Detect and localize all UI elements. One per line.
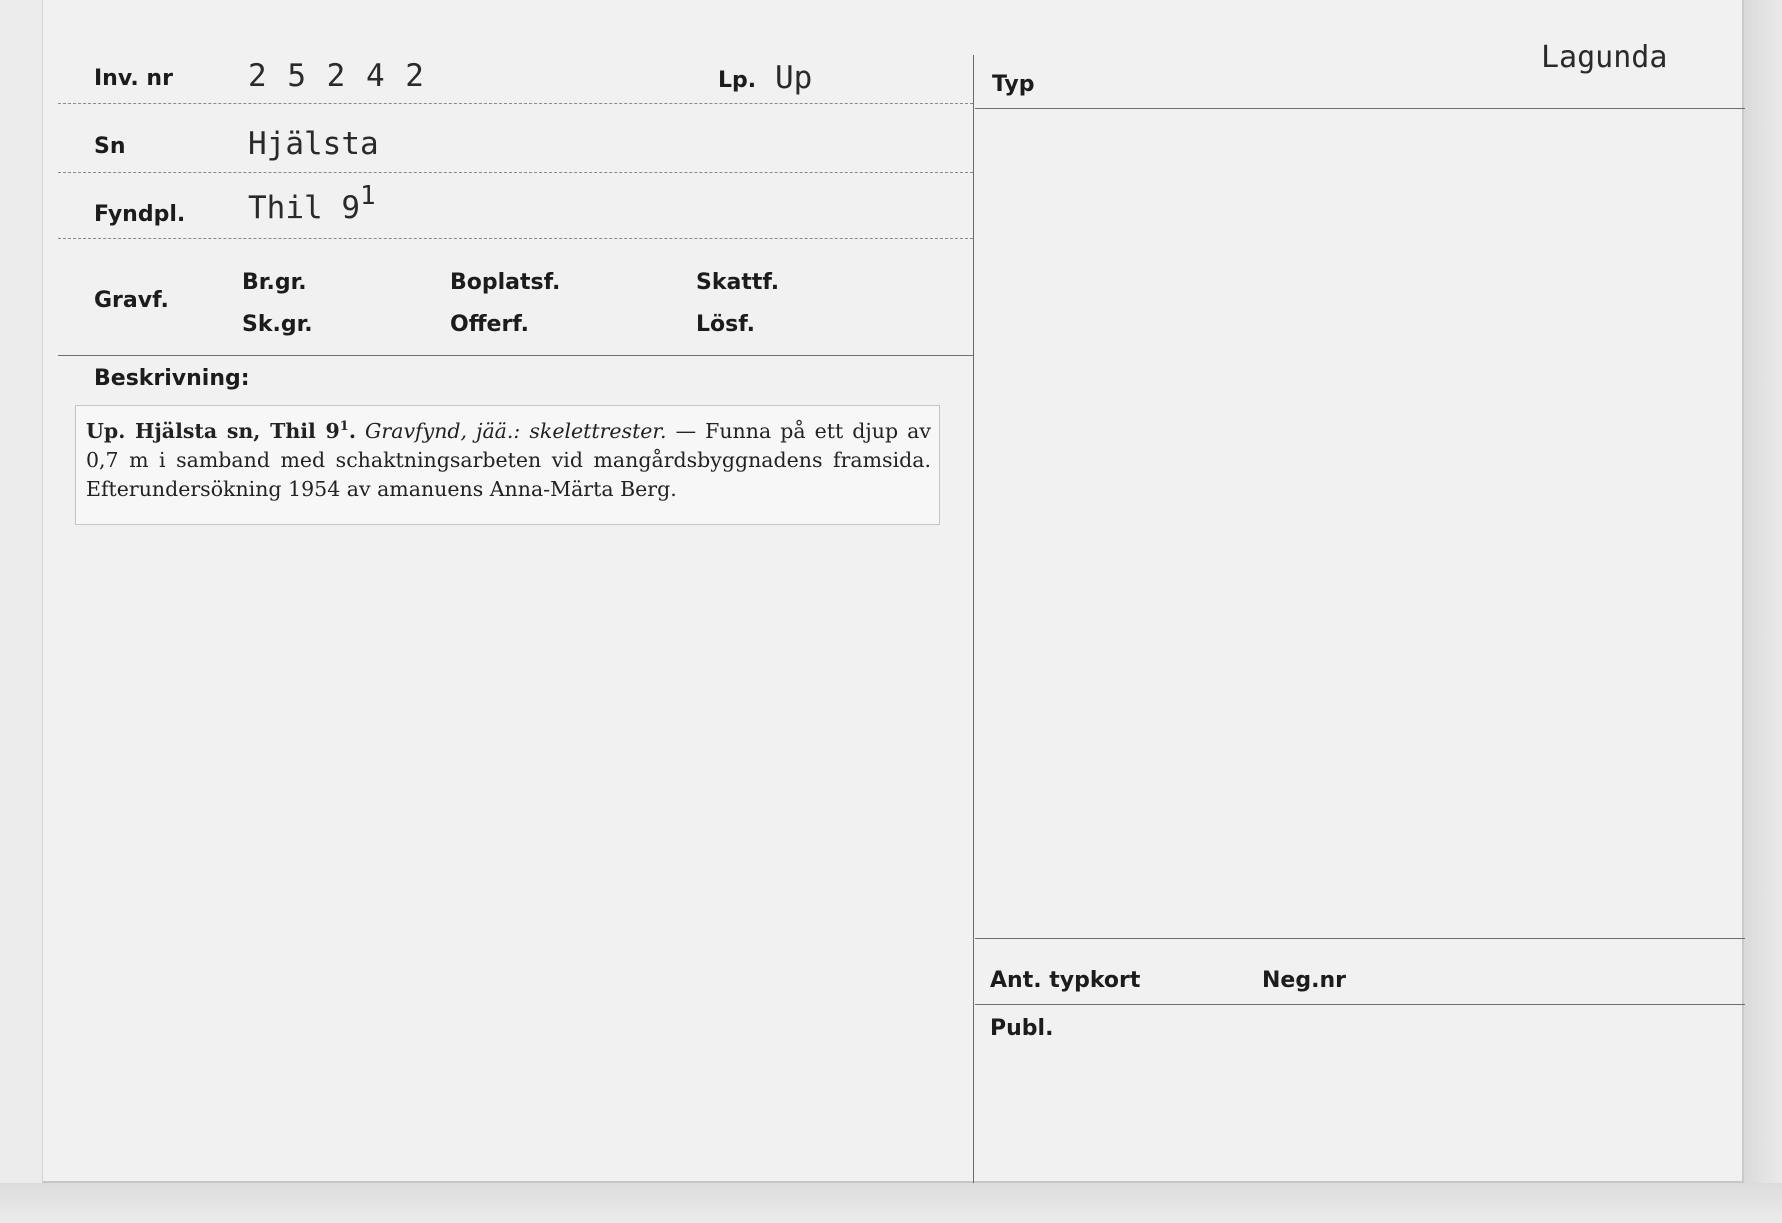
inv-nr-label: Inv. nr [94, 66, 173, 91]
skattf-label: Skattf. [696, 270, 780, 295]
fyndpl-value [248, 181, 376, 226]
typ-underline [975, 108, 1745, 109]
sn-label: Sn [94, 134, 126, 159]
description-find-type: Gravfynd, jää.: skelettrester. [365, 418, 667, 443]
beskrivning-label: Beskrivning: [94, 366, 250, 391]
sn-value: Hjälsta [248, 126, 379, 162]
typ-label: Typ [992, 72, 1035, 97]
row-line-1 [58, 103, 973, 104]
row-line-4 [58, 355, 973, 356]
gravf-label: Gravf. [94, 288, 169, 313]
lp-value: Up [775, 60, 813, 96]
fyndpl-label: Fyndpl. [94, 202, 186, 227]
fyndpl-main: Thil 9 [248, 190, 360, 226]
publ-label: Publ. [990, 1016, 1054, 1041]
brgr-label: Br.gr. [242, 270, 307, 295]
description-text: — Funna på ett djup av 0,7 m i samband med schaktningsarbeten vid mangårdsbyggnadens framsida. Efterundersökning 1954 av amanuens Anna-Märta Berg. [86, 418, 931, 501]
description-slip [75, 405, 940, 525]
boplatsf-label: Boplatsf. [450, 270, 561, 295]
neg-nr-label: Neg.nr [1262, 968, 1346, 993]
offerf-label: Offerf. [450, 312, 530, 337]
row-line-3 [58, 238, 973, 239]
footer-line-2 [975, 1004, 1745, 1005]
inv-nr-value: 2 5 2 4 2 [248, 58, 425, 94]
description-heading-end: . [348, 418, 356, 443]
card-shadow-bottom [0, 1183, 1782, 1223]
card-shadow-right [1744, 0, 1782, 1183]
corner-note: Lagunda [1541, 40, 1668, 75]
ant-typkort-label: Ant. typkort [990, 968, 1141, 993]
losf-label: Lösf. [696, 312, 755, 337]
description-heading-sup: 1 [339, 419, 349, 434]
lp-label: Lp. [718, 68, 757, 93]
row-line-2 [58, 172, 973, 173]
catalog-card [42, 0, 1744, 1183]
description-heading: Up. Hjälsta sn, Thil 9 [86, 418, 340, 443]
footer-line-1 [975, 938, 1745, 939]
skgr-label: Sk.gr. [242, 312, 313, 337]
fyndpl-superscript: 1 [359, 181, 376, 211]
column-divider [973, 55, 974, 1183]
